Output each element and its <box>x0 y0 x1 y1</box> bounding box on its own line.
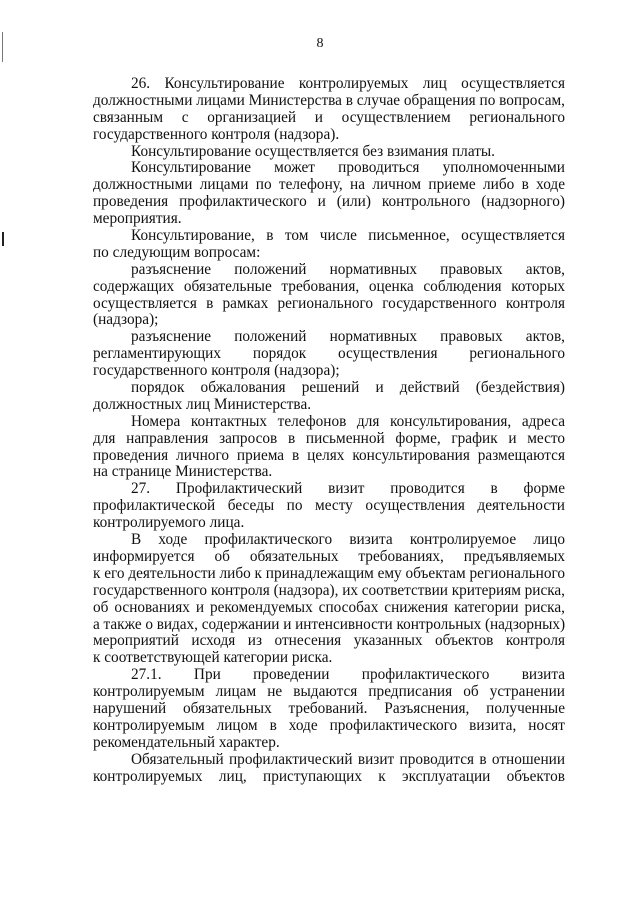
text-line: к его деятельности либо к принадлежащим ему объектам регионального <box>93 564 565 582</box>
text-line: контролируемых лиц, приступающих к эксплуатации объектов <box>93 767 565 785</box>
text-line: контролируемым лицам не выдаются предписания об устранении <box>93 683 565 701</box>
text-line: Консультирование может проводиться уполномоченными <box>131 159 565 177</box>
text-line: Обязательный профилактический визит проводится в отношении <box>131 750 565 768</box>
text-line: В ходе профилактического визита контролируемое лицо <box>131 531 565 549</box>
text-line: содержащих обязательные требования, оценка соблюдения которых <box>93 277 565 295</box>
text-line: об основаниях и рекомендуемых способах снижения категории риска, <box>93 598 565 616</box>
text-line: проведения личного приема в целях консультирования размещаются <box>93 446 565 464</box>
text-line: для направления запросов в письменной форме, график и место <box>93 429 565 447</box>
text-line: связанным с организацией и осуществлением регионального <box>93 108 565 126</box>
text-line: государственного контроля (надзора), их соответствии критериям риска, <box>93 581 565 599</box>
scan-edge-mark <box>2 232 4 246</box>
text-line: должностными лицами Министерства в случае обращения по вопросам, <box>93 91 565 109</box>
text-line: государственного контроля (надзора); <box>93 362 340 380</box>
text-line: мероприятий исходя из отнесения указанных объектов контроля <box>93 632 565 650</box>
text-line: контролируемого лица. <box>93 514 245 532</box>
text-line: проведения профилактического и (или) контрольного (надзорного) <box>93 193 565 211</box>
text-line: (надзора); <box>93 311 159 329</box>
text-line: Консультирование, в том числе письменное, осуществляется <box>131 227 565 245</box>
text-line: контролируемым лицом в ходе профилактического визита, носят <box>93 716 565 734</box>
text-line: разъяснение положений нормативных правовых актов, <box>131 328 565 346</box>
text-line: информируется об обязательных требованиях, предъявляемых <box>93 547 565 565</box>
text-line: 27. Профилактический визит проводится в форме <box>131 480 565 498</box>
text-line: а также о видах, содержании и интенсивности контрольных (надзорных) <box>93 615 565 633</box>
text-line: Номера контактных телефонов для консультирования, адреса <box>131 412 565 430</box>
text-line: разъяснение положений нормативных правовых актов, <box>131 260 565 278</box>
text-line: 26. Консультирование контролируемых лиц осуществляется <box>131 75 565 92</box>
page-number: 8 <box>316 36 324 51</box>
text-line: должностными лицами по телефону, на личном приеме либо в ходе <box>93 176 565 194</box>
text-line: 27.1. При проведении профилактического визита <box>131 666 565 684</box>
text-line: мероприятия. <box>93 210 182 228</box>
text-line: должностных лиц Министерства. <box>93 395 312 413</box>
text-line: порядок обжалования решений и действий (бездействия) <box>131 379 565 397</box>
text-line: рекомендательный характер. <box>93 733 280 751</box>
text-line: осуществляется в рамках регионального государственного контроля <box>93 294 565 312</box>
document-body <box>93 76 565 785</box>
text-line: Консультирование осуществляется без взимания платы. <box>131 142 495 160</box>
text-line: по следующим вопросам: <box>93 243 261 261</box>
text-line: к соответствующей категории риска. <box>93 649 333 667</box>
text-line: на странице Министерства. <box>93 463 273 481</box>
text-line: нарушений обязательных требований. Разъяснения, полученные <box>93 699 565 717</box>
text-line: государственного контроля (надзора). <box>93 125 340 143</box>
text-line: профилактической беседы по месту осуществления деятельности <box>93 497 565 515</box>
text-line: регламентирующих порядок осуществления регионального <box>93 345 565 363</box>
